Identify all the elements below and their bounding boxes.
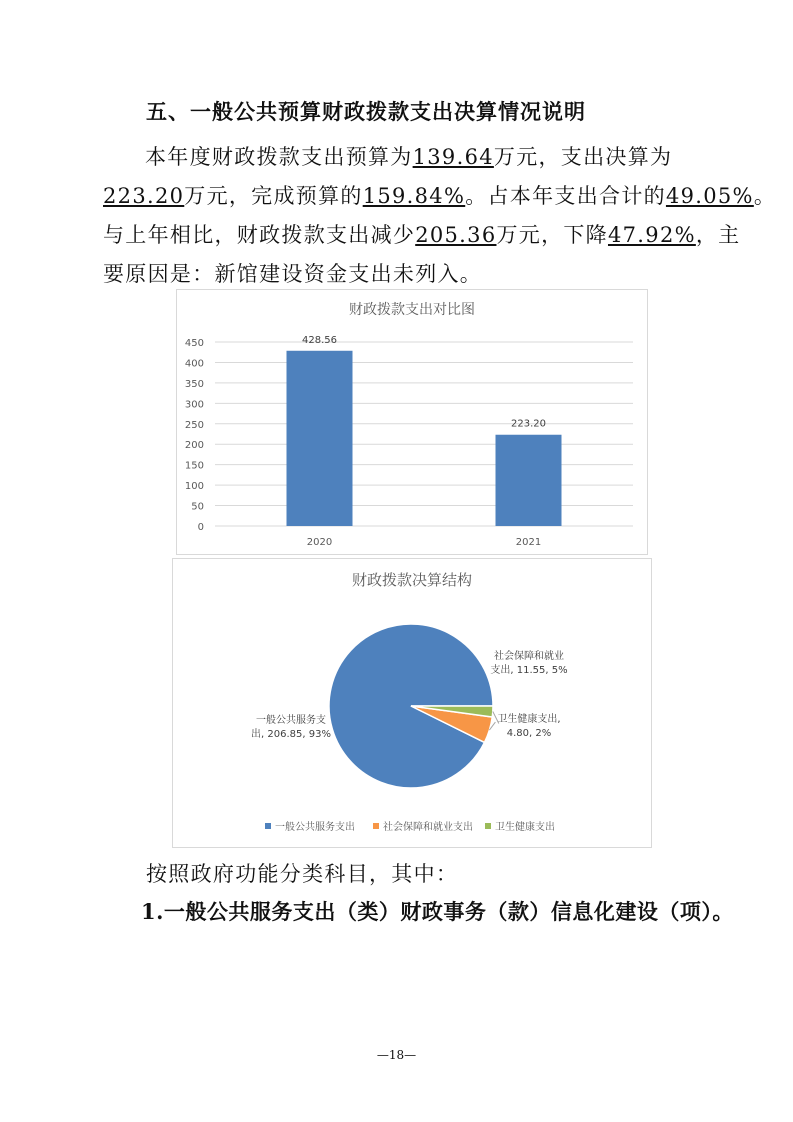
y-tick-label: 150 (184, 460, 204, 472)
pie-data-label: 社会保障和就业 (494, 651, 564, 662)
y-tick-label: 250 (184, 419, 204, 431)
bar-chart-svg (177, 290, 647, 554)
y-tick-label: 200 (184, 440, 204, 452)
x-tick-label: 2021 (515, 537, 542, 548)
y-tick-label: 50 (191, 501, 204, 513)
pie-chart-title: 财政拨款决算结构 (351, 571, 473, 589)
pie-data-label: 支出, 11.55, 5% (490, 665, 568, 676)
bar-value-label: 428.56 (302, 334, 337, 346)
x-tick-label: 2020 (306, 537, 333, 548)
legend-swatch (265, 823, 271, 829)
y-tick-label: 350 (184, 378, 204, 390)
summary-paragraph (103, 138, 777, 294)
final-value: 223.20 (103, 184, 185, 208)
bar-value-label: 223.20 (511, 418, 546, 430)
legend-label: 社会保障和就业支出 (383, 822, 473, 833)
legend-label: 一般公共服务支出 (275, 822, 355, 833)
y-tick-label: 300 (184, 399, 204, 411)
y-tick-label: 450 (184, 338, 204, 349)
y-tick-label: 400 (184, 358, 204, 370)
completion-rate: 159.84% (362, 184, 466, 208)
bar-chart-title: 财政拨款支出对比图 (349, 302, 475, 318)
pie-chart-svg (173, 559, 651, 847)
para-line-3: 与上年相比，财政拨款支出减少205.36万元，下降47.92%，主 (103, 223, 741, 247)
pie-chart (172, 558, 652, 848)
y-tick-label: 0 (197, 522, 204, 533)
bar-chart (176, 289, 648, 555)
bar-2020 (287, 351, 353, 526)
pie-data-label: 出, 206.85, 93% (251, 729, 331, 740)
legend-label: 卫生健康支出 (495, 822, 555, 833)
decrease-value: 205.36 (415, 223, 497, 247)
para-line-2: 223.20万元，完成预算的159.84%。占本年支出合计的49.05%。 (103, 184, 777, 208)
y-tick-label: 100 (184, 481, 204, 493)
legend-swatch (485, 823, 491, 829)
pie-data-label: 一般公共服务支 (256, 715, 326, 726)
item-heading-1: 1.一般公共服务支出（类）财政事务（款）信息化建设（项）。 (141, 899, 734, 924)
pie-data-label: 4.80, 2% (506, 728, 552, 739)
share-rate: 49.05% (665, 184, 754, 208)
legend-swatch (373, 823, 379, 829)
classification-intro: 按照政府功能分类科目，其中： (146, 862, 459, 886)
budget-value: 139.64 (412, 145, 494, 169)
pie-data-label: 卫生健康支出, (497, 714, 561, 725)
bar-2021 (496, 435, 562, 526)
para-line-1: 本年度财政拨款支出预算为139.64万元，支出决算为 (145, 145, 673, 169)
section-heading: 五、一般公共预算财政拨款支出决算情况说明 (146, 100, 586, 124)
para-line-4: 要原因是：新馆建设资金支出未列入。 (103, 262, 483, 286)
decrease-rate: 47.92% (607, 223, 696, 247)
page-number: —18— (376, 1048, 417, 1062)
